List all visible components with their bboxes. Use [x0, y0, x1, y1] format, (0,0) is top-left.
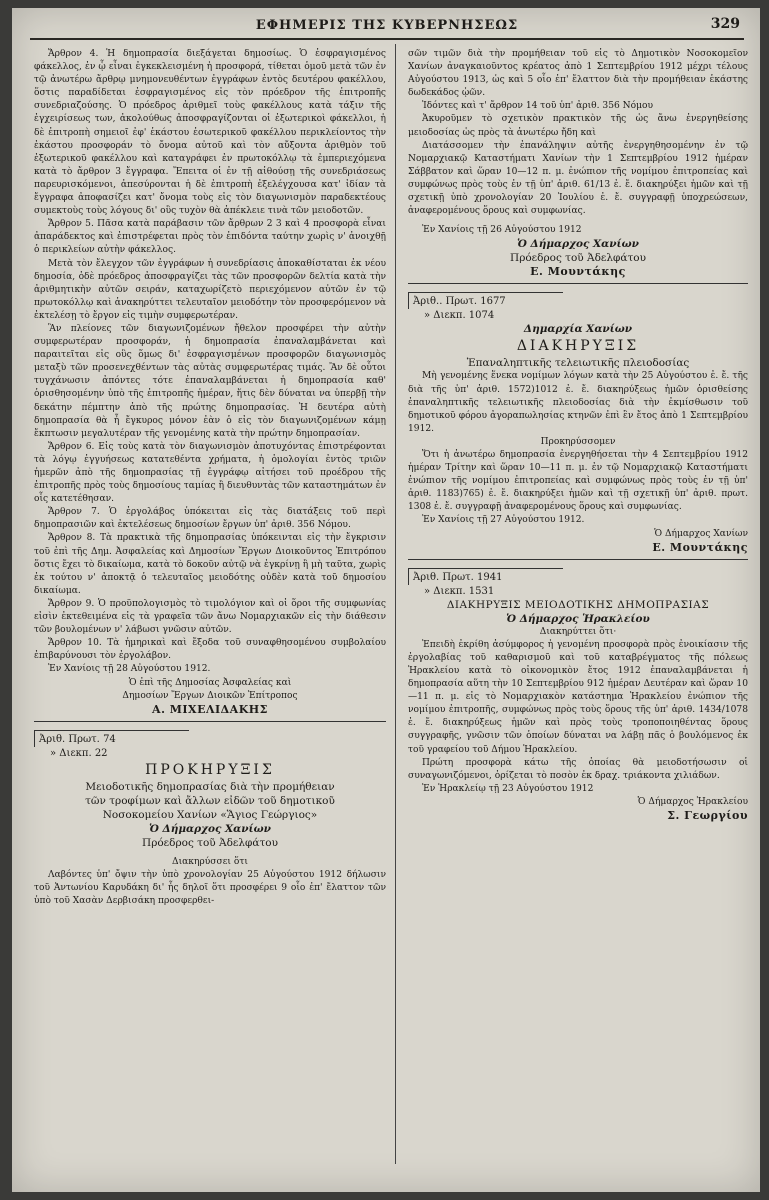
section-divider-3: [408, 559, 748, 560]
article-8: Ἄρθρον 8. Τὰ πρακτικὰ τῆς δημοπρασίας ὑπόκεινται εἰς τὴν ἔγκρισιν τοῦ ἐπὶ τῆς Δημ. Ἀσφαλείας καὶ Δημοσίων Ἔργων Διοικοῦντος Ἐπιτρόπου ὅστις ἔχει τὸ δικαίωμα, κατὰ τὸ δοκοῦν αὐτῷ νὰ ἐγκρίνῃ ἢ μὴ ταῦτα, χωρὶς ἐκ τούτου ν' ἀποκτᾷ ὁ τελευταῖος μειοδότης οὐδὲν κατὰ τοῦ δημοσίου δικαίωμα.: [34, 533, 386, 596]
notice3-body-1: Ἐπειδὴ ἐκρίθη ἀσύμφορος ἡ γενομένη προσφορὰ πρὸς ἐνοικίασιν τῆς ἐργολαβίας τοῦ καθαρισμοῦ καὶ τοῦ καταβρέγματος τῆς πόλεως Ἡρακλείου κατὰ τὸ οἰκονομικὸν ἔτος 1912 ἐπαναλαμβάνεται ἡ δημοπρασία αὕτη τὴν 10 Σεπτεμβρίου 912 ἡμέραν Δευτέραν καὶ ὥραν 10—11 π. μ. εἰς τὸ Νομαρχιακὸν κατάστημα Ἡρακλείου ἐνώπιον τῆς νομίμου ἐπιτροπῆς, συμφώνως πρὸς τοὺς ὅρους τῆς ὑπ' ἀριθ. 1434/1078 ἐ. ἔ. διακηρύξεως ἡμῶν καὶ πρὸς τοὺς τροποποιηθέντας ὅρους συγγραφῆς, γνῶσιν τῶν ὁποίων δύναται να λάβῃ πᾶς ὁ βουλόμενος ἐκ τοῦ γραφείου τοῦ Δήμου Ἡρακλείου.: [408, 639, 748, 755]
notice2-date: Ἐν Χανίοις τῇ 27 Αὐγούστου 1912.: [422, 515, 585, 526]
notice-heading: ΠΡΟΚΗΡΥΞΙΣ: [145, 761, 275, 778]
signatory-line-2: Δημοσίων Ἔργων Διοικῶν Ἐπίτροπος: [122, 690, 298, 701]
notice-subtitle-1: Μειοδοτικῆς δημοπρασίας διὰ τὴν προμήθειαν: [85, 780, 335, 793]
notice2-sig-name: Ε. Μουντάκης: [652, 540, 748, 554]
section-divider: [34, 721, 386, 722]
annulment-paragraph: Ἀκυροῦμεν τὸ σχετικὸν πρακτικὸν τῆς ὡς ἄνω ἐνεργηθείσης μειοδοσίας ὡς πρὸς τὰ ἀνωτέρω ἤδη καὶ: [408, 114, 748, 138]
article-7: Ἄρθρον 7. Ὁ ἐργολάβος ὑπόκειται εἰς τὰς διατάξεις τοῦ περὶ δημοπρασιῶν καὶ ἐκτελέσεως δημοσίων ἔργων ὑπ' ἀριθ. 356 Νόμου.: [34, 507, 386, 531]
diekp-number: 22: [94, 747, 108, 759]
section-divider-2: [408, 283, 748, 284]
article-6: Ἄρθρον 6. Εἰς τοὺς κατὰ τὸν διαγωνισμὸν ἀποτυχόντας ἐπιστρέφονται τὰ λόγῳ ἐγγυήσεως κατατεθέντα χρήματα, ἡ ὁμολογίαι ἐντὸς τριῶν ἡμερῶν ἀπὸ τῆς δημοπρασίας τῇ ἐγγράφῳ αἰτήσει τοῦ προέδρου τῆς ἐπιτροπῆς πρὸς τοὺς δημοσίους ταμίας ἢ διευθυντὰς τῶν καταστημάτων ἐν οἷς κατετέθησαν.: [34, 441, 386, 505]
dispatch-number-3: » Διεκπ. 1531: [424, 585, 495, 597]
protocol-number-2: Ἀριθ.. Πρωτ. 1677: [408, 292, 563, 309]
notice3-declares: Διακηρύττει ὅτι·: [539, 626, 617, 637]
notice3-heading: ΔΙΑΚΗΡΥΞΙΣ ΜΕΙΟΔΟΤΙΚΗΣ ΔΗΜΟΠΡΑΣΙΑΣ: [446, 598, 710, 611]
law-reference: Ἰδόντες καὶ τ' ἄρθρον 14 τοῦ ὑπ' ἀριθ. 356 Νόμου: [422, 101, 654, 112]
paragraph-control: Μετὰ τὸν ἔλεγχον τῶν ἐγγράφων ἡ συνεδρίασις ἀποκαθίσταται ἐκ νέου δημοσία, ὁδὲ πρόεδρος ἀποσφραγίζει τὰς τῶν προσφορῶν δελτία κατὰ τὴν ἀριθμητικὴν αὐτῶν σειράν, καταχωρίζετὸ περιεχόμενον αὐτῶν ἐν τῷ πρωτοκόλλῳ καὶ ἀνακηρύττει τελευταῖον μειοδότην τὸν προσφερόμενον νὰ ἐκτελέσῃ τὸ ἔργον εἰς τιμὴν συμφερωτέραν.: [34, 258, 386, 321]
newspaper-page: [12, 8, 760, 1192]
repetition-paragraph: Διατάσσομεν τὴν ἐπανάληψιν αὐτῆς ἐνεργηθησομένην ἐν τῷ Νομαρχιακῷ Καταστήματι Χανίων τὴν 1 Σεπτεμβρίου 1912 ἡμέραν Σάββατον καὶ ὥραν 10—12 π. μ. ἐνώπιον τῆς νομίμου ἐπιτροπείας καὶ συμφώνως πρὸς τοὺς ἐν τῇ ὑπ' ἀριθ. 61/13 ἐ. ἔ. διακηρύξει ἡμῶν καὶ τῇ σχετικῇ ὑπὸ χρονολογίαν 20 Ἰουλίου ἐ. ἔ. συγγραφῇ ὑποχρεώσεων, ἀναφερομένους ὅρους καὶ συμφωνίας.: [408, 140, 748, 217]
protocol-number: [34, 730, 189, 747]
protocol-number-3: Ἀριθ. Πρωτ. 1941: [408, 568, 563, 585]
authority-2: Δημαρχία Χανίων: [523, 323, 633, 336]
notice2-body-2: Ὅτι ἡ ἀνωτέρω δημοπρασία ἐνεργηθήσεται τὴν 4 Σεπτεμβρίου 1912 ἡμέραν Τρίτην καὶ ὥραν 10—11 π. μ. ἐν τῷ Νομαρχιακῷ Καταστήματι ἐνώπιον τῆς νομίμου ἐπιτροπείας καὶ συμφώνως πρὸς τοὺς ἐν τῇ ὑπ' ἀριθ. 1183)765) ἐ. ἔ. διακηρύξει ἡμῶν καὶ τῇ σχετικῇ ὑπ' ἀριθ. πρωτ. 1308 ἐ. ἔ. συγγραφῇ ἀναφερομένους ὅρους καὶ συμφωνίας.: [408, 449, 748, 513]
notice3-body-2: Πρώτη προσφορὰ κάτω τῆς ὁποίας θὰ μειοδοτήσωσιν οἱ συναγωνιζόμενοι, ὁρίζεται τὸ ποσὸν ἐκ δραχ. τριάκοντα χιλιάδων.: [408, 757, 748, 781]
notice-body: Λαβόντες ὑπ' ὄψιν τὴν ὑπὸ χρονολογίαν 25 Αὐγούστου 1912 δήλωσιν τοῦ Ἀντωνίου Καρυδάκη δι' ἧς δηλοῖ ὅτι προσφέρει 9 οἷο ἐπ' ἔλαττον τῶν ὑπὸ τοῦ Χασὰν Δερβισάκη προσφερθει-: [34, 869, 386, 907]
mayor-subtitle: Πρόεδρος τοῦ Ἀδελφάτου: [142, 836, 278, 849]
article-10: Ἄρθρον 10. Τὰ ἠμηρικαὶ καὶ ἔξοδα τοῦ συναφθησομένου συμβολαίου ἐπιβαρύνουσι τὸν ἐργολάβον.: [34, 638, 386, 662]
sig1-subtitle: Πρόεδρος τοῦ Ἀδελφάτου: [510, 252, 646, 265]
signatory-line-1: Ὁ ἐπὶ τῆς Δημοσίας Ἀσφαλείας καὶ: [128, 677, 292, 688]
sig1-name: Ε. Μουντάκης: [530, 265, 626, 279]
date-1: Ἐν Χανίοις τῇ 26 Αὐγούστου 1912: [422, 225, 582, 236]
mayor-title: Ὁ Δήμαρχος Χανίων: [149, 822, 271, 835]
signatory-name: Α. ΜΙΧΕΛΙΔΑΚΗΣ: [152, 702, 268, 716]
sig1-title: Ὁ Δήμαρχος Χανίων: [517, 238, 639, 251]
column-divider: [395, 44, 396, 1164]
dispatch-number-2: » Διεκπ. 1074: [424, 310, 495, 322]
page-number: 329: [710, 16, 740, 32]
notice3-sig-title: Ὁ Δήμαρχος Ἡρακλείου: [637, 796, 748, 807]
article-9: Ἄρθρον 9. Ὁ προϋπολογισμὸς τὸ τιμολόγιον καὶ οἱ ὅροι τῆς συμφωνίας εἰσὶν ἐκτεθειμένα εἰς τὰ γραφεῖα τῶν ἄνω Νομαρχιακῶν εἰς τὴν διάθεσιν τῶν βουλομένων ν' λάβωσι γνῶσιν αὐτῶν.: [34, 598, 386, 636]
page-header: [30, 12, 744, 38]
diekp-label: » Διεκπ.: [50, 747, 92, 759]
notice2-body-1: Μὴ γενομένης ἕνεκα νομίμων λόγων κατὰ τὴν 25 Αὐγούστου ἐ. ἔ. τῆς διὰ τῆς ὑπ' ἀριθ. 1572)1012 ἐ. ἔ. διακηρύξεως ἡμῶν ὁρισθείσης ἐπαναληπτικῆς τελειωτικῆς πλειοδοσίας διὰ τὴν ἐκμίσθωσιν τοῦ δημοτικοῦ φόρου ἀγοραπωλησίας κτηνῶν ἐπὶ ἓν ἔτος ἀπὸ 1 Σεπτεμβρίου 1912.: [408, 371, 748, 434]
notice2-heading: ΔΙΑΚΗΡΥΞΙΣ: [516, 338, 640, 355]
notice-subtitle-2: τῶν τροφίμων καὶ ἄλλων εἰδῶν τοῦ δημοτικοῦ: [85, 794, 335, 807]
article-4: Ἄρθρον 4. Ἡ δημοπρασία διεξάγεται δημοσίως. Ὁ ἐσφραγισμένος φάκελλος, ἐν ᾧ εἶναι ἐγκεκλεισμένη ἡ προσφορά, τίθεται ὁμοῦ μετὰ τῶν ἐν τῷ ἀνωτέρω ἄρθρῳ μνημονευθέντων ἐγγράφων ἐντὸς δευτέρου φακέλλου, ὅστις παραδίδεται ἐσφραγισμένος εἰς τὸν πρόεδρον τῆς ἐπιτροπῆς συνεδριαζούσης. Ὁ πρόεδρος ἀριθμεῖ τοὺς φακέλλους κατὰ τάξιν τῆς ἐγχειρίσεως των, ἀκολούθως ἀποσφραγίζονται οἱ ἐξωτερικοὶ φάκελλοι, ἡ δὲ ἐπιτροπὴ σημειοῖ ἐφ' ἑκάστου ἐσωτερικοῦ φακέλλου περικλείοντος τὴν ἑκάστου προσφοράν τὸ ὄνομα αὐτοῦ καὶ τὸν αὔξοντα ἀριθμὸν τοῦ ἐξωτερικοῦ φακέλλου καὶ καταγράφει ἐν πρωτοκόλλῳ τὰ ἐμπεριεχόμενα κατὰ τὸ ἄρθρον 3 ἔγγραφα. Ἔπειτα οἱ ἐν τῇ αἰθούσῃ τῆς συνεδριάσεως παρευρισκόμενοι, ἀπεσύρονται ἡ δὲ ἐπιτροπὴ ἐξελέγχουσα κατ' ἰδίαν τὰ ἔγγραφα ἀποφασίζει κατ' ὄνομα τοὺς εἰς τὸν διαγωνισμὸν παραδεκτέους συμεκτοὺς τοὺς λόγους δι' οὓς τυχὸν θὰ ἀπέκλειε τινὰ τῶν μειοδοτῶν.: [34, 49, 386, 217]
proclaim-line: Προκηρύσσομεν: [540, 436, 616, 447]
paragraph-ties: Ἂν πλείονες τῶν διαγωνιζομένων ἤθελον προσφέρει τὴν αὐτὴν συμφερωτέραν προσφοράν, ἡ δημοπρασία ἐπαναλαμβάνεται καὶ παραιτεῖται εἰς οὓς ὅμως δι' ἐσφραγισμένων προσφορῶν διαγωνισμὸς μεταξὺ τῶν προσενεχθέντων τὰς αὐτὰς συμφερωτέρας τιμάς. Ἂν δὲ οὗτοι τυγχάνωσιν ἀπόντες τότε ἐπαναλαμβάνεται ἡ δημοπρασία καθ' ὁρισθησομένην ὑπὸ τῆς ἐπιτροπῆς ἡμέραν, ἥτις δὲν δύναται να ὑπερβῇ τὴν δεκάτην πέμπτην ἀπὸ τῆς πρώτης δημοπρασίας. Ἡ δευτέρα αὐτὴ δημοπρασία θὰ ἦ ἔγκυρος μόνον ἐὰν ὁ εἰς τὸν διαγωνιζομένων κάμῃ ἔκπτωσιν μεγαλυτέραν τῆς γενομένης κατὰ τὴν πρώτην δημοπρασίαν.: [34, 323, 386, 439]
article-5: Ἄρθρον 5. Πᾶσα κατὰ παράβασιν τῶν ἄρθρων 2 3 καὶ 4 προσφορὰ εἶναι ἀπαράδεκτος καὶ ἐπιστρέφεται πρὸς τὸν ἐπιδόντα ταύτην χωρὶς ν' ἀνοιχθῇ ὁ περικλείων αὐτὴν φάκελλος.: [34, 219, 386, 256]
declares-line: Διακηρύσσει ὅτι: [172, 856, 248, 867]
notice2-sig-title: Ὁ Δήμαρχος Χανίων: [654, 528, 748, 539]
notice3-authority: Ὁ Δήμαρχος Ἡρακλείου: [506, 612, 650, 625]
dispatch-number: [34, 747, 386, 760]
header-rule: [30, 38, 744, 40]
notice3-sig-name: Σ. Γεωργίου: [667, 809, 748, 823]
gazette-title: ΕΦΗΜΕΡΙΣ ΤΗΣ ΚΥΒΕΡΝΗΣΕΩΣ: [255, 18, 519, 33]
notice2-subtitle: Ἐπαναληπτικῆς τελειωτικῆς πλειοδοσίας: [466, 357, 690, 370]
notice-subtitle-3: Νοσοκομείου Χανίων «Ἅγιος Γεώργιος»: [102, 808, 318, 821]
prot-label: Ἀριθ. Πρωτ.: [39, 733, 100, 745]
notice3-date: Ἐν Ἡρακλείῳ τῇ 23 Αὐγούστου 1912: [422, 783, 594, 794]
right-column: [408, 48, 748, 822]
prot-number: 74: [103, 733, 116, 745]
continued-paragraph: σῶν τιμῶν διὰ τὴν προμήθειαν τοῦ εἰς τὸ Δημοτικὸν Νοσοκομεῖον Χανίων ἀναγκαιοῦντος κρέατος ἀπὸ 1 Σεπτεμβρίου 1912 μέχρι τέλους Αὐγούστου 1913, ὡς καὶ 5 οἷο ἐπ' ἔλαττον διὰ τὴν προμήθειαν ἑκάστης δωδεκάδος ᾠῶν.: [408, 49, 748, 99]
date-line: Ἐν Χανίοις τῇ 28 Αὐγούστου 1912.: [48, 664, 211, 675]
left-column: [34, 48, 386, 908]
